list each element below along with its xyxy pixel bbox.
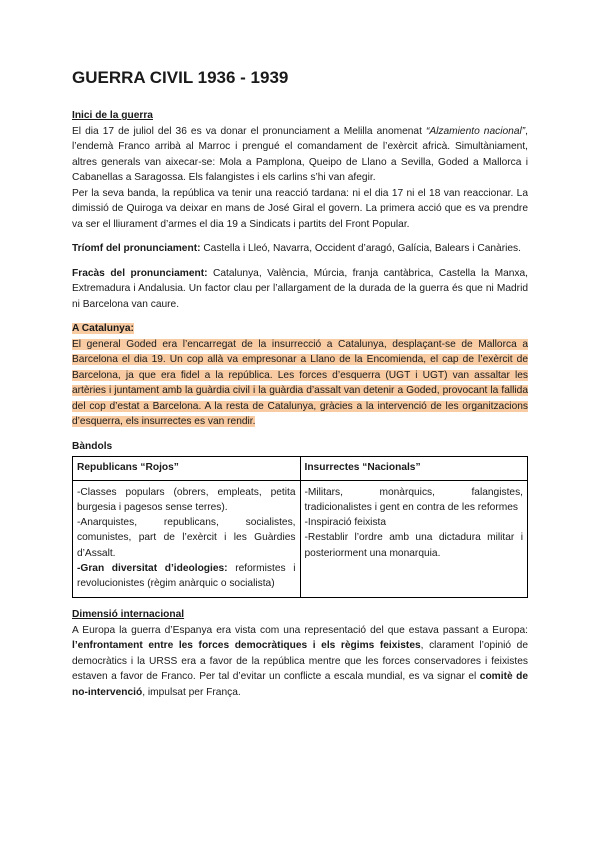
table-cell-insurrectes — [300, 480, 528, 597]
page-title: GUERRA CIVIL 1936 - 1939 — [72, 68, 289, 87]
paragraph-inici-1: El dia 17 de juliol del 36 es va donar el pronunciament a Melilla anomenat “Alzamiento nacional”, l’endemà Franco arribà al Marroc i prengué el comandament de l’exèrcit africà. Simultàniament, altres generals van aixecar-se: Mola a Pamplona, Queipo de Llano a Sevilla, Goded a Mallorca i Cabanellas a Saragossa. Els falangistes i els carlins s’hi van afegir. — [72, 125, 528, 183]
paragraph-fracas: Fracàs del pronunciament: Catalunya, València, Múrcia, franja cantàbrica, Castella la Manxa, Extremadura i Andalusia. Un factor clau per l’allargament de la durada de la guerra és que ni Madrid ni Barcelona van caure. — [72, 267, 528, 310]
list-item: -Inspiració feixista — [304, 517, 387, 529]
section-heading-bandols: Bàndols — [72, 440, 113, 452]
list-item: -Militars, monàrquics, falangistes, tradicionalistes i gent en contra de les reformes — [304, 486, 523, 513]
table-header-insurrectes: Insurrectes “Nacionals” — [300, 456, 528, 480]
list-item: -Restablir l’ordre amb una dictadura militar i posteriorment una monarquia. — [304, 532, 523, 559]
list-item: -Gran diversitat d’ideologies: reformistes i revolucionistes (règim anàrquic o socialista) — [77, 562, 296, 589]
paragraph-triomf: Tríomf del pronunciament: Castella i Lleó, Navarra, Occident d’aragó, Galícia, Balears i Canàries. — [72, 243, 521, 254]
paragraph-catalunya: El general Goded era l’encarregat de la insurrecció a Catalunya, desplaçant-se de Mallorca a Barcelona el dia 19. Un cop allà va empresonar a Llano de la Encomienda, el cap de l’exèrcit de Barcelona, ja que era fidel a la república. Les forces d’esquerra (UGT i UGT) van assaltar les artèries i juntament amb la guàrdia civil i la guàrdia d’assalt van detenir a Goded, provocant la fallida del cop d’estat a Barcelona. A la resta de Catalunya, gràcies a la intervenció de les organitzacions d’esquerra, els insurrectes es van rendir. — [72, 338, 528, 427]
table-header-republicans: Republicans “Rojos” — [73, 456, 301, 480]
paragraph-inici-2: Per la seva banda, la república va tenir una reacció tardana: ni el dia 17 ni el 18 van reaccionar. La dimissió de Quiroga va deixar en mans de José Giral el govern. La primera acció que es va prendre va ser el lliurament d’armes el dia 19 a Sindicats i partits del Front Popular. — [72, 187, 528, 230]
section-heading-dimensio: Dimensió internacional — [72, 609, 185, 621]
bandols-table — [72, 456, 528, 599]
document-page — [72, 68, 528, 700]
paragraph-dimensio: A Europa la guerra d’Espanya era vista com una representació del que estava passant a Europa: l’enfrontament entre les forces democràtiques i els règims feixistes, clarament l’opinió de democràtics i la URSS era a favor de la república mentre que les forces conservadores i feixistes estaven a favor de Franco. Per tal d’evitar un conflicte a escala mundial, es va signar el comitè de no-intervenció, impulsat per França. — [72, 624, 528, 698]
table-cell-republicans — [73, 480, 301, 597]
list-item: -Anarquistes, republicans, socialistes, comunistes, part de l’exèrcit i les Guàrdies d’Assalt. — [77, 517, 296, 559]
section-heading-catalunya: A Catalunya: — [72, 323, 134, 334]
section-heading-inici: Inici de la guerra — [72, 110, 153, 121]
list-item: -Classes populars (obrers, empleats, petita burgesia i pagesos sense terres). — [77, 486, 296, 513]
